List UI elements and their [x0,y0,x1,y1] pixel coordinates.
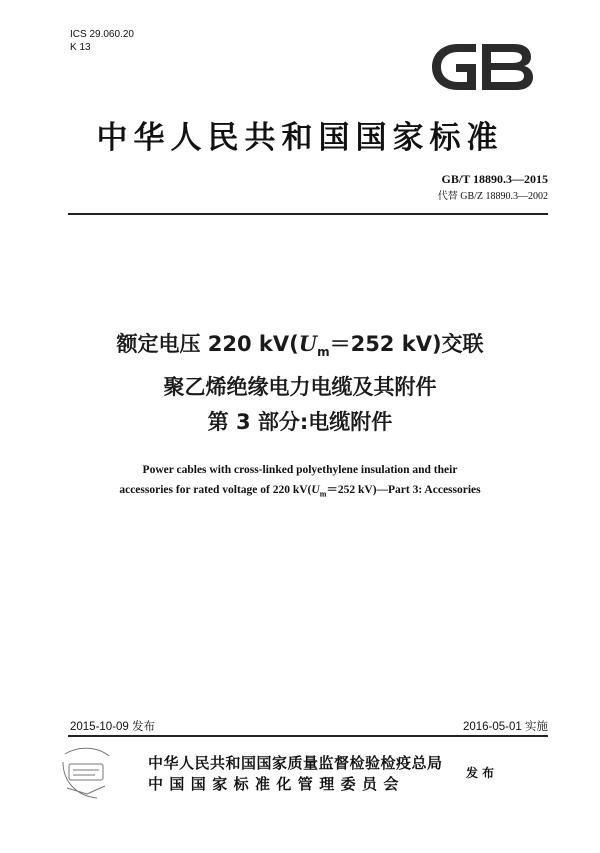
gb-logo [424,38,538,96]
seal-stamp-icon [57,742,115,804]
title-cn-line-2: 聚乙烯绝缘电力电缆及其附件 [163,375,437,400]
implementation-date: 2016-05-01 实施 [462,721,548,733]
bottom-divider [68,735,548,737]
issuer-sac: 中国国家标准化管理委员会 [148,775,405,793]
title-cn-line-1: 额定电压 220 $kV(U_m=252$ kV)交联 [116,331,484,360]
replaces-standard: 代替 GB/Z 18890.3—2002 [437,191,548,202]
ccs-code: K 13 [70,42,91,53]
document-title-chinese [0,326,600,440]
ics-code: ICS 29.060.20 [70,29,134,40]
issued-by-label: 发布 [466,766,499,780]
document-title-english [0,460,600,504]
title-en-line-1: Power cables with cross-linked polyethylene insulation and their [142,464,458,476]
issuer-aqsiq: 中华人民共和国国家质量监督检验检疫总局 [148,754,443,772]
title-en-line-2: accessories for rated voltage of 220 $kV(U_m=252$ kV)—Part 3: Accessories [119,484,481,499]
national-standard-title: 中华人民共和国国家标准 [96,120,504,156]
standard-number: GB/T 18890.3—2015 [441,172,548,186]
gb-logo-glyph [432,44,533,90]
title-cn-line-3: 第 3 部分:电缆附件 [207,410,393,435]
top-divider [68,213,548,215]
issue-date: 2015-10-09 发布 [70,721,156,733]
